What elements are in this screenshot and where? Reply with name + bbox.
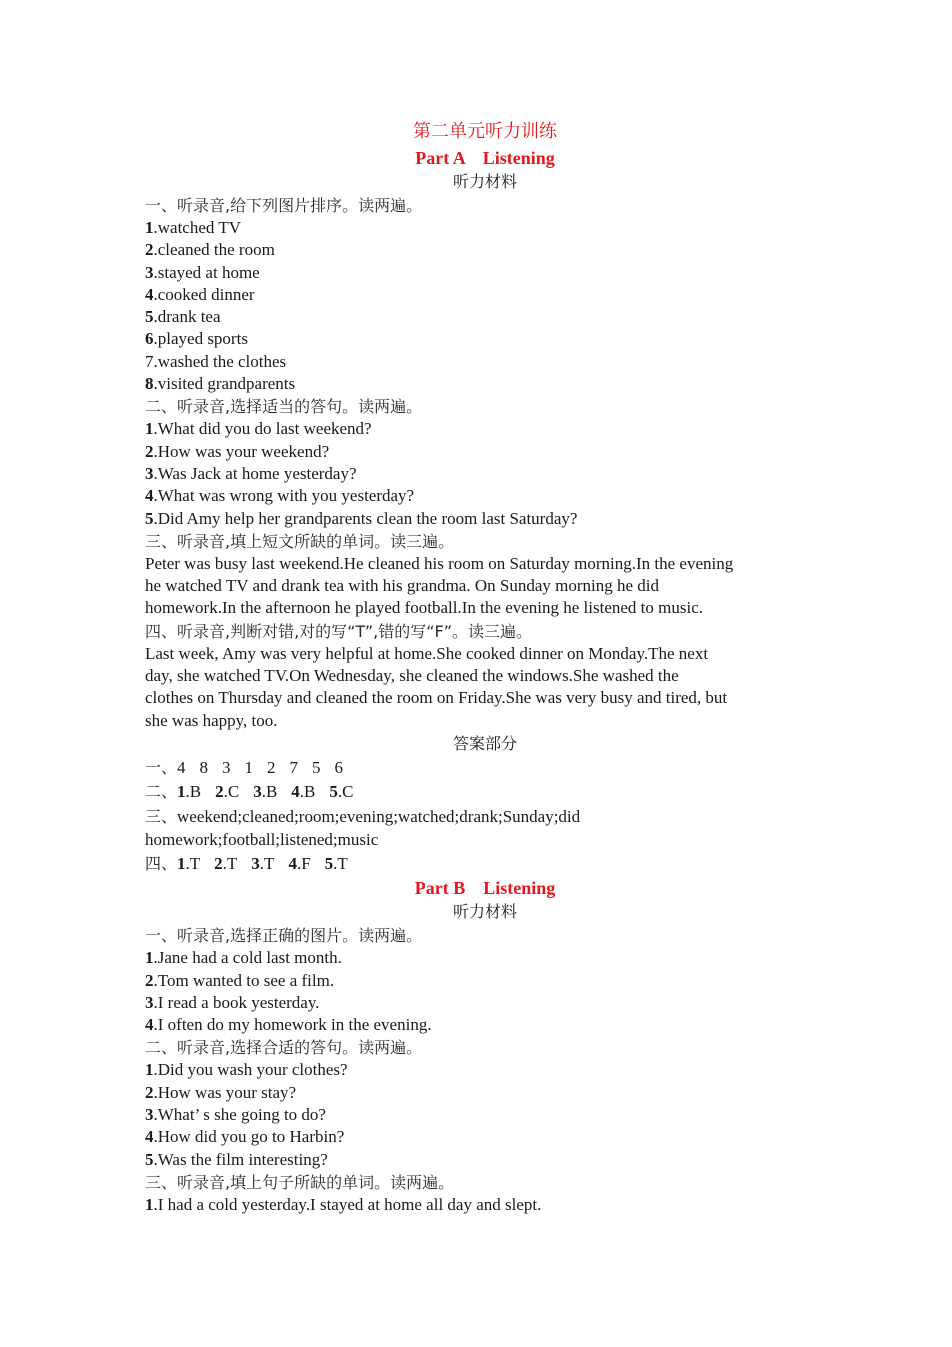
part-a-section-1-list: [145, 217, 825, 395]
list-item: [145, 1082, 825, 1104]
item-number: 6: [145, 329, 154, 349]
list-item: [145, 1194, 825, 1216]
answer-value: 2: [267, 757, 276, 777]
answers-label: 答案部分: [452, 733, 517, 753]
item-number: 3: [145, 463, 154, 483]
item-number: 5: [145, 508, 154, 528]
answer-number: 4: [291, 782, 300, 802]
passage-line: Last week, Amy was very helpful at home.She cooked dinner on Monday.The next: [145, 643, 709, 663]
answer-row-4: [145, 852, 825, 877]
item-text: .I read a book yesterday.: [153, 992, 320, 1012]
item-number: 2: [145, 240, 154, 260]
item-text: .visited grandparents: [153, 374, 296, 394]
list-item: [145, 373, 825, 395]
answer-number: 5: [324, 853, 334, 873]
list-item: [145, 1059, 825, 1081]
answer-value: 7: [289, 757, 299, 777]
item-text: .Was Jack at home yesterday?: [153, 463, 357, 483]
item-number: 3: [145, 992, 154, 1012]
item-number: 5: [145, 1149, 154, 1169]
answer-number: 1: [177, 853, 186, 873]
answer-value: 8: [199, 757, 209, 777]
item-text: .drank tea: [153, 307, 221, 327]
answer-number: 2: [214, 853, 223, 873]
item-number: 4: [145, 284, 154, 304]
list-item: [145, 418, 825, 440]
passage-line: he watched TV and drank tea with his grandma. On Sunday morning he did: [145, 576, 659, 596]
list-item: [145, 306, 825, 328]
passage-line: she was happy, too.: [145, 710, 278, 730]
answer-value: .T: [222, 853, 238, 873]
answer-value: .B: [261, 782, 278, 802]
answer-number: 1: [177, 782, 186, 802]
list-item: [145, 217, 825, 239]
item-number: 5: [145, 307, 154, 327]
answer-value: 6: [334, 757, 344, 777]
answer-number: 5: [329, 782, 338, 802]
item-text: .Was the film interesting?: [153, 1149, 328, 1169]
list-item: [145, 1014, 825, 1036]
answer-value: .T: [259, 853, 275, 873]
part-b-section-2-list: [145, 1059, 825, 1170]
list-item: [145, 1126, 825, 1148]
answer-value: 3: [222, 757, 231, 777]
part-a-section-4-passage: [145, 643, 825, 732]
document-content: [145, 118, 825, 1216]
item-number: 1: [145, 1194, 154, 1214]
answer-value: .T: [185, 853, 201, 873]
answer-number: 4: [288, 853, 297, 873]
answer-row-1: [145, 756, 825, 781]
item-text: .played sports: [153, 329, 248, 349]
item-text: .What’ s she going to do?: [153, 1105, 326, 1125]
part-a-section-4-heading: 四、听录音,判断对错,对的写“T”,错的写“F”。读三遍。: [145, 621, 533, 641]
item-number: 1: [145, 419, 154, 439]
passage-line: clothes on Thursday and cleaned the room on Friday.She was very busy and tired, but: [145, 688, 728, 708]
item-number: 1: [145, 1060, 154, 1080]
answer-prefix: 二、: [145, 782, 178, 802]
item-text: .How was your weekend?: [153, 441, 330, 461]
item-text: .What did you do last weekend?: [153, 419, 372, 439]
part-a-section-3-passage: [145, 553, 825, 620]
part-a-section-2-heading: 二、听录音,选择适当的答句。读两遍。: [145, 397, 423, 417]
item-text: .I often do my homework in the evening.: [153, 1015, 432, 1035]
list-item: [145, 441, 825, 463]
answer-value: .T: [333, 853, 348, 873]
list-item: [145, 1149, 825, 1171]
item-number: 4: [145, 486, 154, 506]
part-a-materials-label: 听力材料: [452, 172, 517, 191]
list-item: [145, 508, 825, 530]
item-number: 2: [145, 970, 154, 990]
part-a-heading: Part A Listening: [415, 148, 555, 168]
item-text: .watched TV: [153, 218, 241, 237]
answer-number: 3: [251, 853, 260, 873]
answer-value: 5: [312, 757, 321, 777]
item-text: .cooked dinner: [153, 284, 255, 304]
part-b-section-3-list: [145, 1194, 825, 1216]
item-number: 8: [145, 374, 154, 394]
item-number: 2: [145, 1082, 154, 1102]
item-text: .cleaned the room: [153, 240, 275, 260]
item-text: .Tom wanted to see a film.: [153, 970, 335, 990]
answer-row-2: [145, 780, 825, 805]
list-item: [145, 992, 825, 1014]
list-item: [145, 970, 825, 992]
item-number: 3: [145, 262, 154, 282]
passage-line: Peter was busy last weekend.He cleaned his room on Saturday morning.In the evening: [145, 553, 734, 573]
item-text: .stayed at home: [153, 262, 260, 282]
part-b-section-2-heading: 二、听录音,选择合适的答句。读两遍。: [145, 1038, 423, 1058]
item-number: 4: [145, 1015, 154, 1035]
answer-value: .C: [337, 782, 354, 802]
item-text: .washed the clothes: [153, 351, 287, 371]
part-a-section-2-list: [145, 418, 825, 529]
answer-value: .C: [223, 782, 240, 802]
passage-line: day, she watched TV.On Wednesday, she cleaned the windows.She washed the: [145, 666, 679, 686]
list-item: [145, 351, 825, 373]
answer-prefix: 一、: [145, 757, 178, 777]
answer-prefix: 三、: [145, 806, 178, 826]
answer-number: 3: [253, 782, 262, 802]
item-number: 3: [145, 1105, 154, 1125]
list-item: [145, 239, 825, 261]
answer-value: weekend;cleaned;room;evening;watched;drank;Sunday;did: [177, 806, 581, 826]
answer-value: .B: [299, 782, 316, 802]
list-item: [145, 947, 825, 969]
part-a-section-1-heading: 一、听录音,给下列图片排序。读两遍。: [145, 196, 423, 215]
page-title: 第二单元听力训练: [413, 121, 557, 142]
item-text: .Did you wash your clothes?: [153, 1060, 348, 1080]
list-item: [145, 328, 825, 350]
answer-value: 4: [177, 757, 186, 777]
item-number: 1: [145, 218, 154, 237]
list-item: [145, 463, 825, 485]
answer-row-3: [145, 805, 825, 830]
answer-row-3-continued: homework;football;listened;music: [145, 830, 379, 850]
item-number: 7: [145, 351, 154, 371]
answer-value: .F: [296, 853, 311, 873]
list-item: [145, 485, 825, 507]
part-b-section-3-heading: 三、听录音,填上句子所缺的单词。读两遍。: [145, 1172, 455, 1192]
item-number: 4: [145, 1127, 154, 1147]
item-text: .I had a cold yesterday.I stayed at home all day and slept.: [153, 1194, 542, 1214]
list-item: [145, 262, 825, 284]
item-number: 1: [145, 948, 154, 968]
list-item: [145, 284, 825, 306]
part-b-section-1-list: [145, 947, 825, 1036]
part-b-section-1-heading: 一、听录音,选择正确的图片。读两遍。: [145, 926, 423, 946]
list-item: [145, 1104, 825, 1126]
item-text: .Did Amy help her grandparents clean the room last Saturday?: [153, 508, 578, 528]
answer-prefix: 四、: [145, 853, 178, 873]
item-number: 2: [145, 441, 154, 461]
part-a-section-3-heading: 三、听录音,填上短文所缺的单词。读三遍。: [145, 531, 455, 551]
answer-value: 1: [244, 757, 254, 777]
item-text: .Jane had a cold last month.: [153, 948, 342, 968]
item-text: .How did you go to Harbin?: [153, 1127, 345, 1147]
passage-line: homework.In the afternoon he played football.In the evening he listened to music.: [145, 598, 704, 618]
answer-value: .B: [185, 782, 202, 802]
item-text: .What was wrong with you yesterday?: [153, 486, 415, 506]
part-b-heading: Part B Listening: [414, 878, 556, 899]
answer-number: 2: [215, 782, 224, 802]
part-b-materials-label: 听力材料: [452, 902, 517, 922]
item-text: .How was your stay?: [153, 1082, 297, 1102]
